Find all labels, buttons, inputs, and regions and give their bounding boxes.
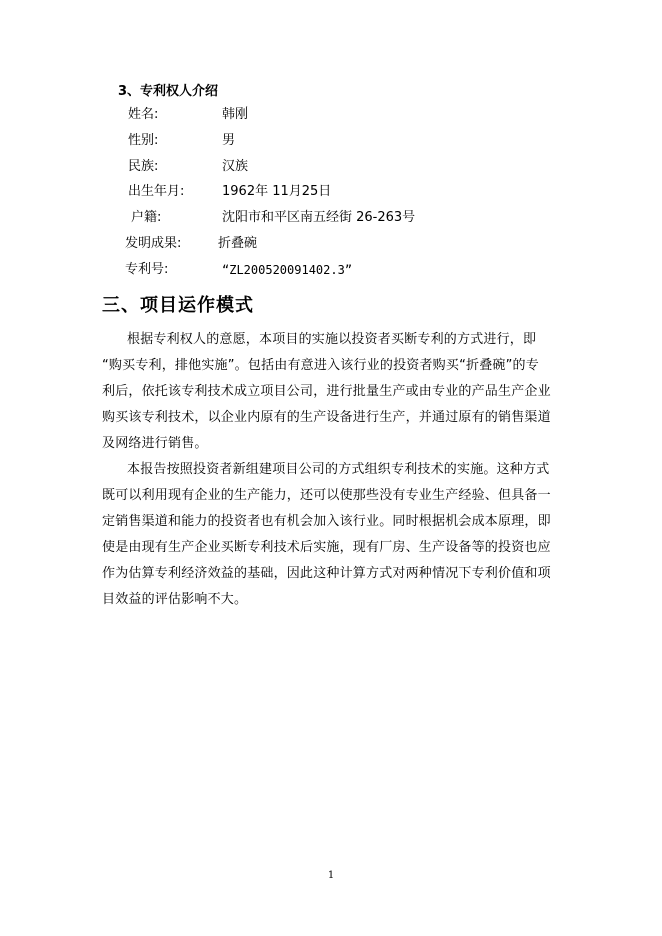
- field-label: 姓名:: [128, 107, 159, 122]
- paragraph-line: 既可以利用现有企业的生产能力，还可以使那些没有专业生产经验、但具备一: [102, 488, 551, 503]
- patentee-row-patent-number: [0, 261, 662, 279]
- paragraph-line: 根据专利权人的意愿，本项目的实施以投资者买断专利的方式进行，即: [127, 332, 537, 347]
- page-number: 1: [327, 870, 335, 881]
- patentee-row-invention: [0, 235, 662, 253]
- field-label: 发明成果:: [125, 236, 182, 251]
- field-value: 汉族: [222, 159, 249, 174]
- field-label: 专利号:: [125, 262, 169, 277]
- paragraph-line: 及网络进行销售。: [102, 436, 208, 451]
- field-label: 性别:: [128, 133, 159, 148]
- field-value: “ZL200520091402.3”: [222, 263, 353, 277]
- field-value: 韩刚: [222, 107, 249, 122]
- field-value: 男: [222, 133, 236, 148]
- paragraph-line: 利后，依托该专利技术成立项目公司，进行批量生产或由专业的产品生产企业: [102, 384, 551, 399]
- field-value: 折叠碗: [218, 236, 258, 251]
- section-title: 3、专利权人介绍: [118, 84, 219, 99]
- paragraph-line: 购买该专利技术，以企业内原有的生产设备进行生产，并通过原有的销售渠道: [102, 410, 551, 425]
- paragraph-line: 本报告按照投资者新组建项目公司的方式组织专利技术的实施。这种方式: [127, 462, 550, 477]
- section-heading: 三、项目运作模式: [102, 295, 254, 316]
- field-label: 出生年月:: [128, 184, 185, 199]
- field-label: 户籍:: [131, 210, 162, 225]
- paragraph-line: 使是由现有生产企业买断专利技术后实施，现有厂房、生产设备等的投资也应: [102, 540, 551, 555]
- field-value: 沈阳市和平区南五经街 26-263号: [222, 210, 416, 225]
- patentee-row-residence: [0, 209, 662, 227]
- field-value: 1962年 11月25日: [222, 184, 332, 199]
- paragraph-line: 目效益的评估影响不大。: [102, 592, 248, 607]
- paragraph-line: 定销售渠道和能力的投资者也有机会加入该行业。同时根据机会成本原理，即: [102, 514, 551, 529]
- patentee-row-birth: [0, 183, 662, 201]
- paragraph-line: “购买专利，排他实施”。包括由有意进入该行业的投资者购买“折叠碗”的专: [102, 358, 539, 373]
- paragraph-line: 作为估算专利经济效益的基础，因此这种计算方式对两种情况下专利价值和项: [102, 566, 551, 581]
- patentee-row-name: [0, 106, 662, 124]
- field-label: 民族:: [128, 159, 159, 174]
- patentee-row-ethnicity: [0, 158, 662, 176]
- patentee-row-gender: [0, 132, 662, 150]
